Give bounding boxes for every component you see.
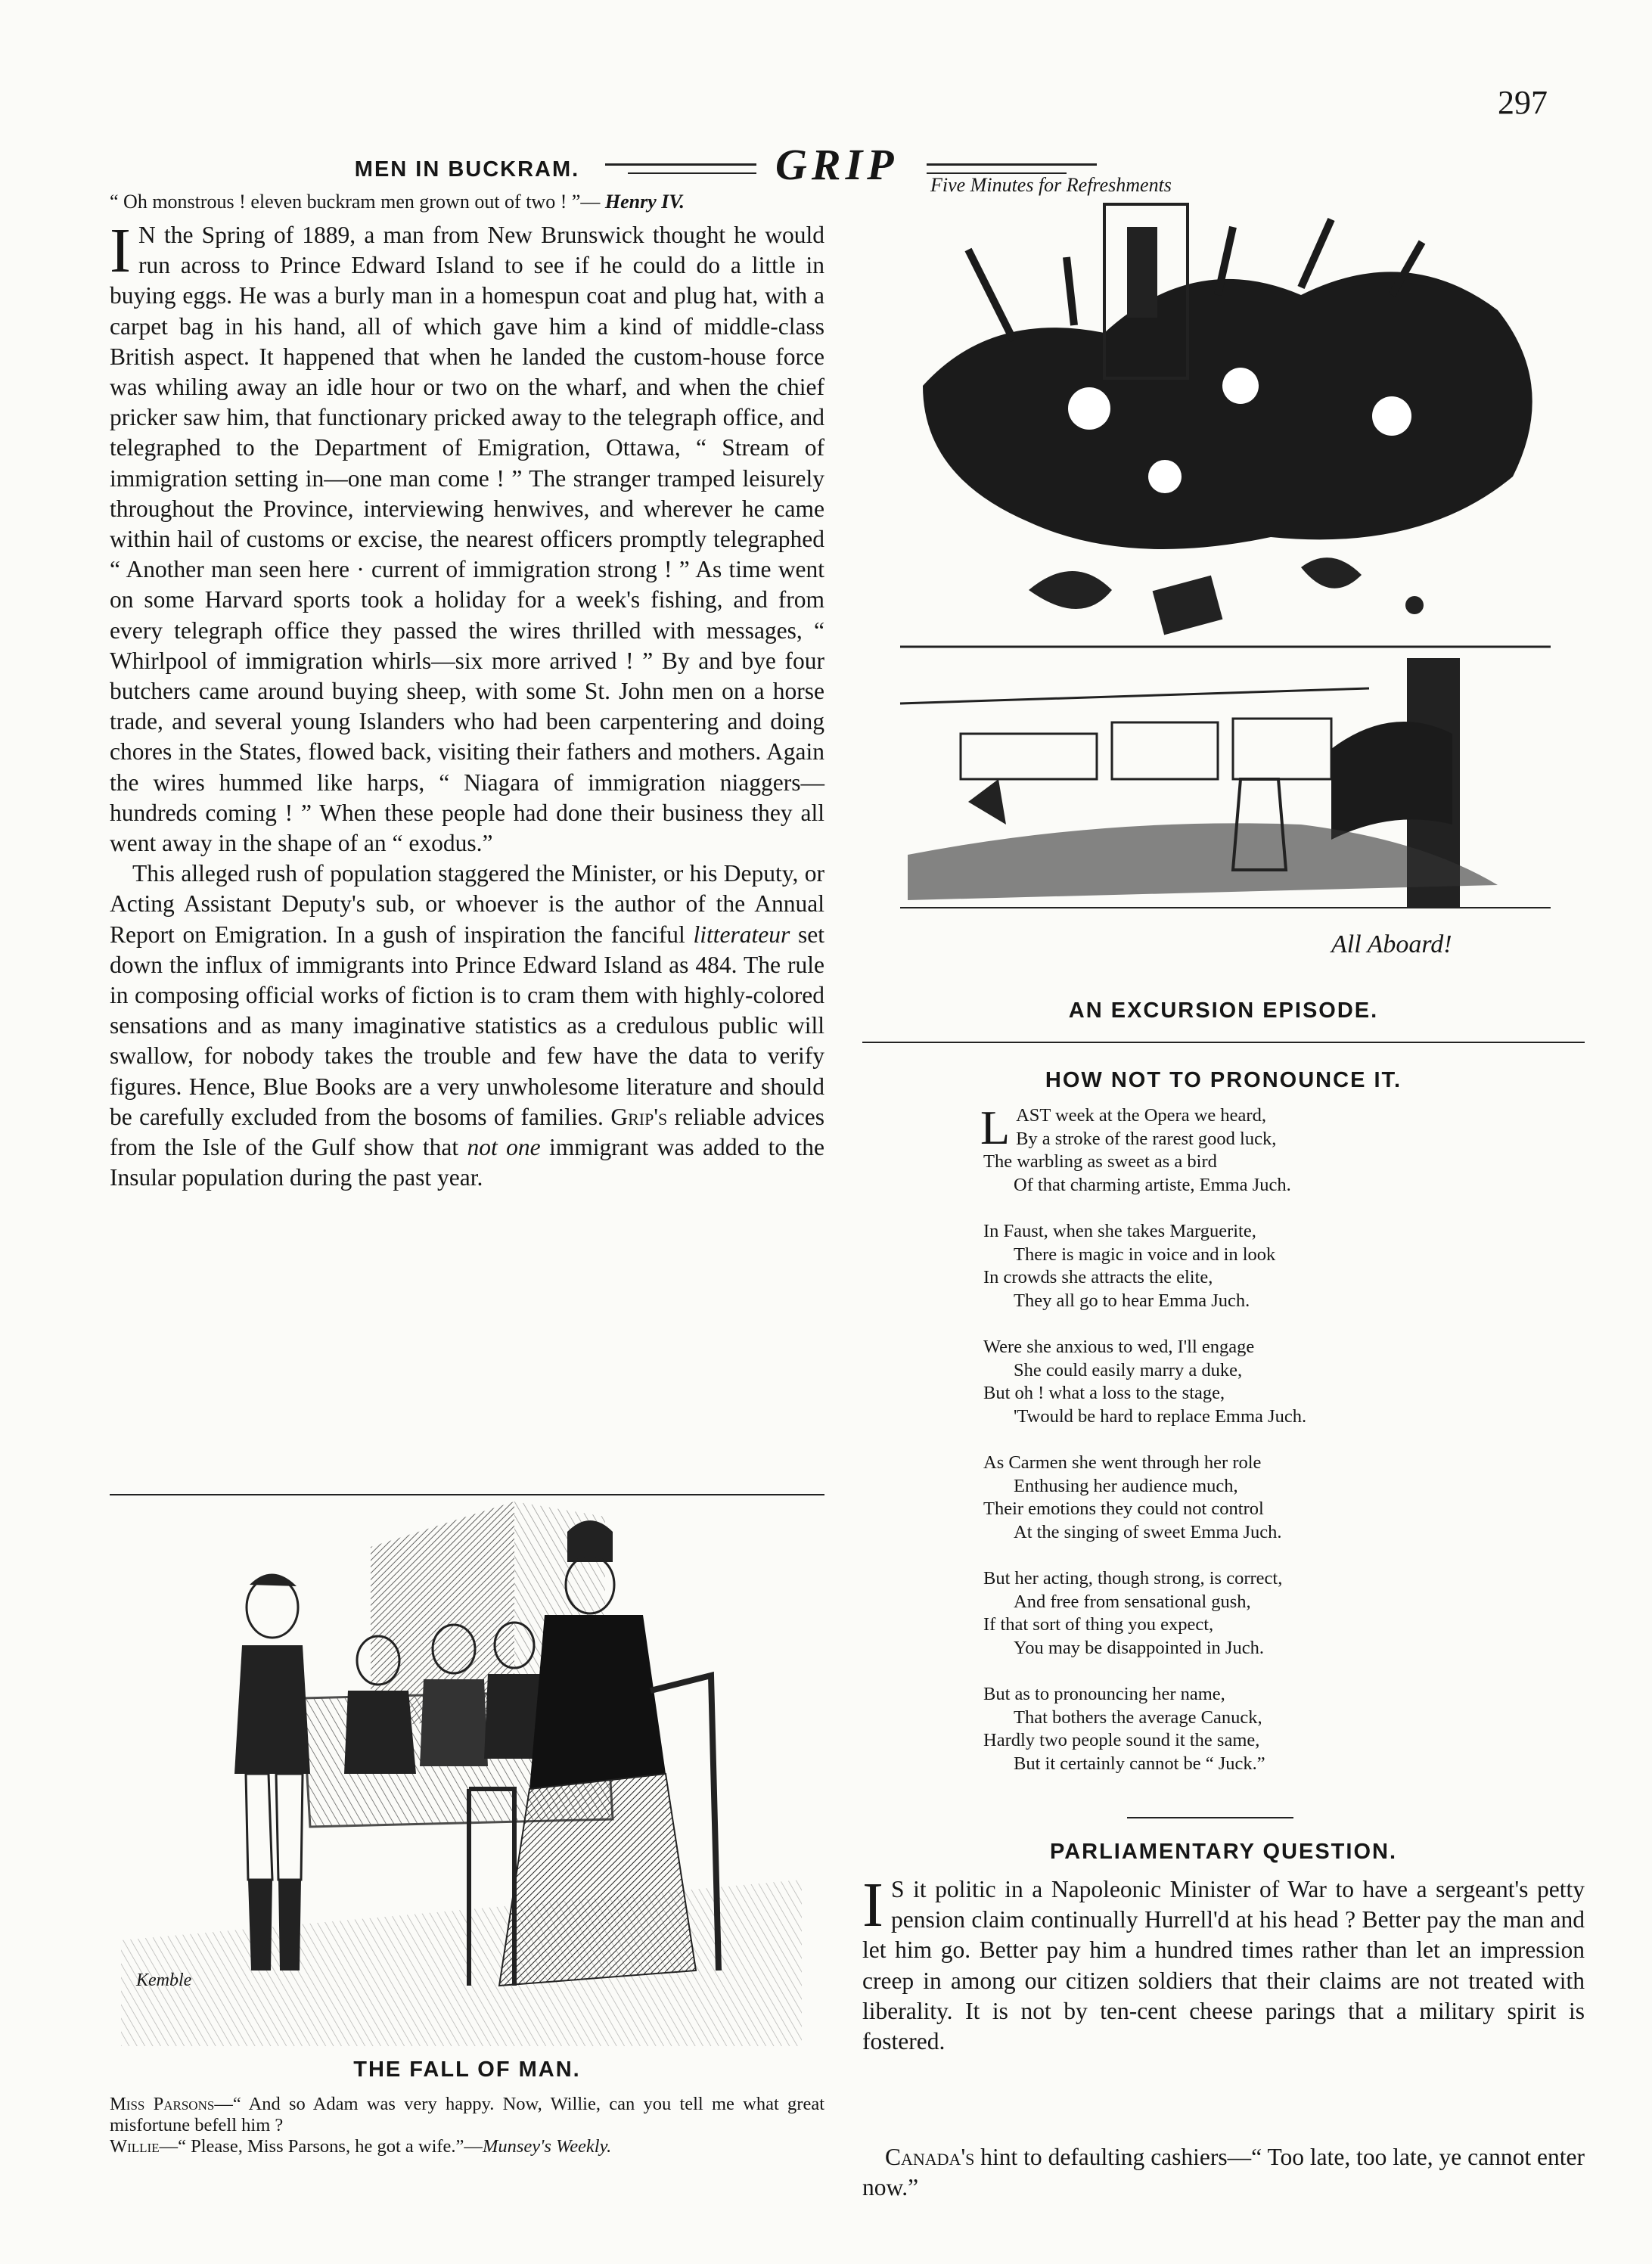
left-column bbox=[110, 151, 824, 1194]
right-divider-1 bbox=[862, 1042, 1585, 1043]
fall-of-man-caption: THE FALL OF MAN. bbox=[353, 2057, 581, 2082]
stanza-5-line-2: And free from sensational gush, bbox=[1014, 1591, 1251, 1612]
stanza-1 bbox=[980, 1101, 1558, 1197]
stanza-3-line-1: Were she anxious to wed, I'll engage bbox=[983, 1337, 1255, 1357]
stanza-3-line-2: She could easily marry a duke, bbox=[1014, 1359, 1243, 1380]
stanza-2-line-4: They all go to hear Emma Juch. bbox=[1014, 1290, 1250, 1311]
epigraph-quote: “ Oh monstrous ! eleven buckram men grown out of two ! ”— bbox=[110, 191, 601, 213]
buckram-paragraph-2 bbox=[110, 859, 824, 1193]
stanza-1-line-4: Of that charming artiste, Emma Juch. bbox=[1014, 1174, 1291, 1195]
epigraph-source: Henry IV. bbox=[604, 191, 685, 213]
artist-signature: Kemble bbox=[136, 1971, 192, 1990]
stanza-3-line-4: 'Twould be hard to replace Emma Juch. bbox=[1014, 1405, 1307, 1427]
para2-text-c: reliable advices from the Isle of the Gulf show that bbox=[110, 1103, 824, 1161]
para2-text-a: This alleged rush of population staggered the Minister, or his Deputy, or Acting Assistant Deputy's sub, or whoever is the author of the Annual Report on Emigration. In a gush of inspiration the fanciful bbox=[110, 860, 824, 948]
stanza-3-line-3: But oh ! what a loss to the stage, bbox=[983, 1383, 1225, 1403]
buckram-paragraph-1 bbox=[110, 216, 824, 859]
buckram-paragraph-1-text: N the Spring of 1889, a man from New Brunswick thought he would run across to Prince Edward Island to see if he could do a little in buying eggs. He was a burly man in a homespun coat and plug hat, with a carpet bag in his hand, all of which gave him a kind of middle-class British aspect. It happened that when he landed the custom-house force was whiling away an idle hour or two on the wharf, and when the chief pricker saw him, that functionary pricked away to the telegraph office, and telegraphed to the Department of Emigration, Ottawa, “ Stream of immigration setting in—one man come ! ” The stranger tramped leisurely throughout the Province, interviewing henwives, and wherever he came within hail of customs or excise, the nearest officers promptly telegraphed “ Another man seen here · current of immigration strong ! ” As time went on some Harvard sports took a holiday for a week's fishing, and from every telegraph office they passed the wires thrilled with messages, “ Whirlpool of immigration whirls—six more arrived ! ” By and bye four butchers came around buying sheep, with some St. John men on a horse trade, and several young Islanders who had been carpentering and doing chores in the States, flowed back, visiting their fathers and mothers. Again the wires hummed like harps, “ Niagara of immigration niaggers—hundreds coming ! ” When these people had done their business they all went away in the shape of an “ exodus.” bbox=[110, 222, 824, 857]
stanza-5 bbox=[983, 1567, 1558, 1660]
stanza-2-line-2: There is magic in voice and in look bbox=[1014, 1244, 1276, 1265]
stanza-1-line-3: The warbling as sweet as a bird bbox=[983, 1151, 1217, 1172]
page-number: 297 bbox=[1498, 84, 1548, 121]
stanza-4-line-3: Their emotions they could not control bbox=[983, 1498, 1264, 1519]
stanza-6-line-1: But as to pronouncing her name, bbox=[983, 1684, 1225, 1704]
para2-text-d: immigrant was added to the Insular population during the past year. bbox=[110, 1134, 824, 1191]
stanza-2-line-1: In Faust, when she takes Marguerite, bbox=[983, 1221, 1256, 1241]
left-divider bbox=[110, 1494, 824, 1495]
para2-not-one: not one bbox=[467, 1134, 541, 1161]
excursion-bottom-label: All Aboard! bbox=[1331, 930, 1452, 958]
stanza-4-line-4: At the singing of sweet Emma Juch. bbox=[1014, 1521, 1282, 1542]
stanza-1-line-1: AST week at the Opera we heard, bbox=[1016, 1105, 1266, 1126]
stanza-4 bbox=[983, 1452, 1558, 1544]
men-in-buckram-heading: MEN IN BUCKRAM. bbox=[354, 157, 580, 182]
excursion-illustration bbox=[877, 159, 1573, 991]
dialogue-line-1: —“ And so Adam was very happy. Now, Willie, can you tell me what great misfortune befell him ? bbox=[110, 2094, 824, 2135]
poem-dropcap: L bbox=[980, 1101, 1011, 1154]
dropcap: I bbox=[110, 216, 131, 286]
parliamentary-text bbox=[862, 1870, 1585, 2057]
para2-text-b: set down the influx of immigrants into Prince Edward Island as 484. The rule in composing official works of fiction is to cram them with highly-colored sensations and as many imaginative statistics as a credulous public will swallow, for nobody takes the trouble and few have the data to verify figures. Hence, Blue Books are a very unwholesome literature and should be carefully excluded from the bosoms of families. bbox=[110, 921, 824, 1130]
short-divider bbox=[1127, 1817, 1293, 1818]
masthead-title: GRIP bbox=[775, 140, 899, 189]
stanza-6-line-3: Hardly two people sound it the same, bbox=[983, 1730, 1260, 1750]
excursion-drawing bbox=[877, 159, 1573, 991]
dialogue-line-2: —“ Please, Miss Parsons, he got a wife.”— bbox=[159, 2136, 483, 2157]
stanza-2 bbox=[983, 1220, 1558, 1312]
fall-of-man-illustration bbox=[121, 1502, 802, 2046]
pronounce-poem bbox=[980, 1101, 1558, 1799]
fall-of-man-dialogue bbox=[110, 2094, 824, 2157]
excursion-top-label: Five Minutes for Refreshments bbox=[930, 174, 1172, 196]
excursion-caption: AN EXCURSION EPISODE. bbox=[1068, 998, 1379, 1023]
parliamentary-dropcap: I bbox=[862, 1870, 883, 1940]
stanza-3 bbox=[983, 1336, 1558, 1428]
canada-text: hint to defaulting cashiers—“ Too late, too late, ye cannot enter now.” bbox=[862, 2144, 1585, 2201]
stanza-6 bbox=[983, 1683, 1558, 1775]
para2-grip: Grip's bbox=[610, 1103, 668, 1130]
para2-litterateur: litterateur bbox=[693, 921, 790, 948]
stanza-6-line-4: But it certainly cannot be “ Juck.” bbox=[1014, 1753, 1265, 1774]
stanza-2-line-3: In crowds she attracts the elite, bbox=[983, 1267, 1213, 1287]
canada-lead: Canada's bbox=[885, 2144, 975, 2170]
fall-of-man-drawing bbox=[121, 1502, 802, 2046]
stanza-5-line-1: But her acting, though strong, is correct, bbox=[983, 1568, 1283, 1589]
canada-hint bbox=[862, 2142, 1585, 2203]
stanza-5-line-4: You may be disappointed in Juch. bbox=[1014, 1637, 1264, 1658]
dialogue-source: Munsey's Weekly. bbox=[482, 2136, 612, 2157]
parliamentary-body: S it politic in a Napoleonic Minister of War to have a sergeant's petty pension claim continually Hurrell'd at his head ? Better pay the man and let him go. Better pay him a hundred times rather than let an impression creep in among our citizen soldiers that their claims are not treated with liberality. It is not by ten-cent cheese parings that a military spirit is fostered. bbox=[862, 1876, 1585, 2055]
stanza-5-line-3: If that sort of thing you expect, bbox=[983, 1614, 1214, 1635]
speaker-miss-parsons: Miss Parsons bbox=[110, 2094, 215, 2114]
speaker-willie: Willie bbox=[110, 2136, 160, 2157]
pronounce-heading: HOW NOT TO PRONOUNCE IT. bbox=[1045, 1068, 1402, 1092]
stanza-1-line-2: By a stroke of the rarest good luck, bbox=[1016, 1128, 1277, 1149]
stanza-6-line-2: That bothers the average Canuck, bbox=[1014, 1707, 1262, 1728]
parliamentary-heading: PARLIAMENTARY QUESTION. bbox=[1050, 1840, 1397, 1864]
stanza-4-line-1: As Carmen she went through her role bbox=[983, 1452, 1262, 1473]
epigraph bbox=[110, 190, 824, 214]
stanza-4-line-2: Enthusing her audience much, bbox=[1014, 1475, 1238, 1496]
